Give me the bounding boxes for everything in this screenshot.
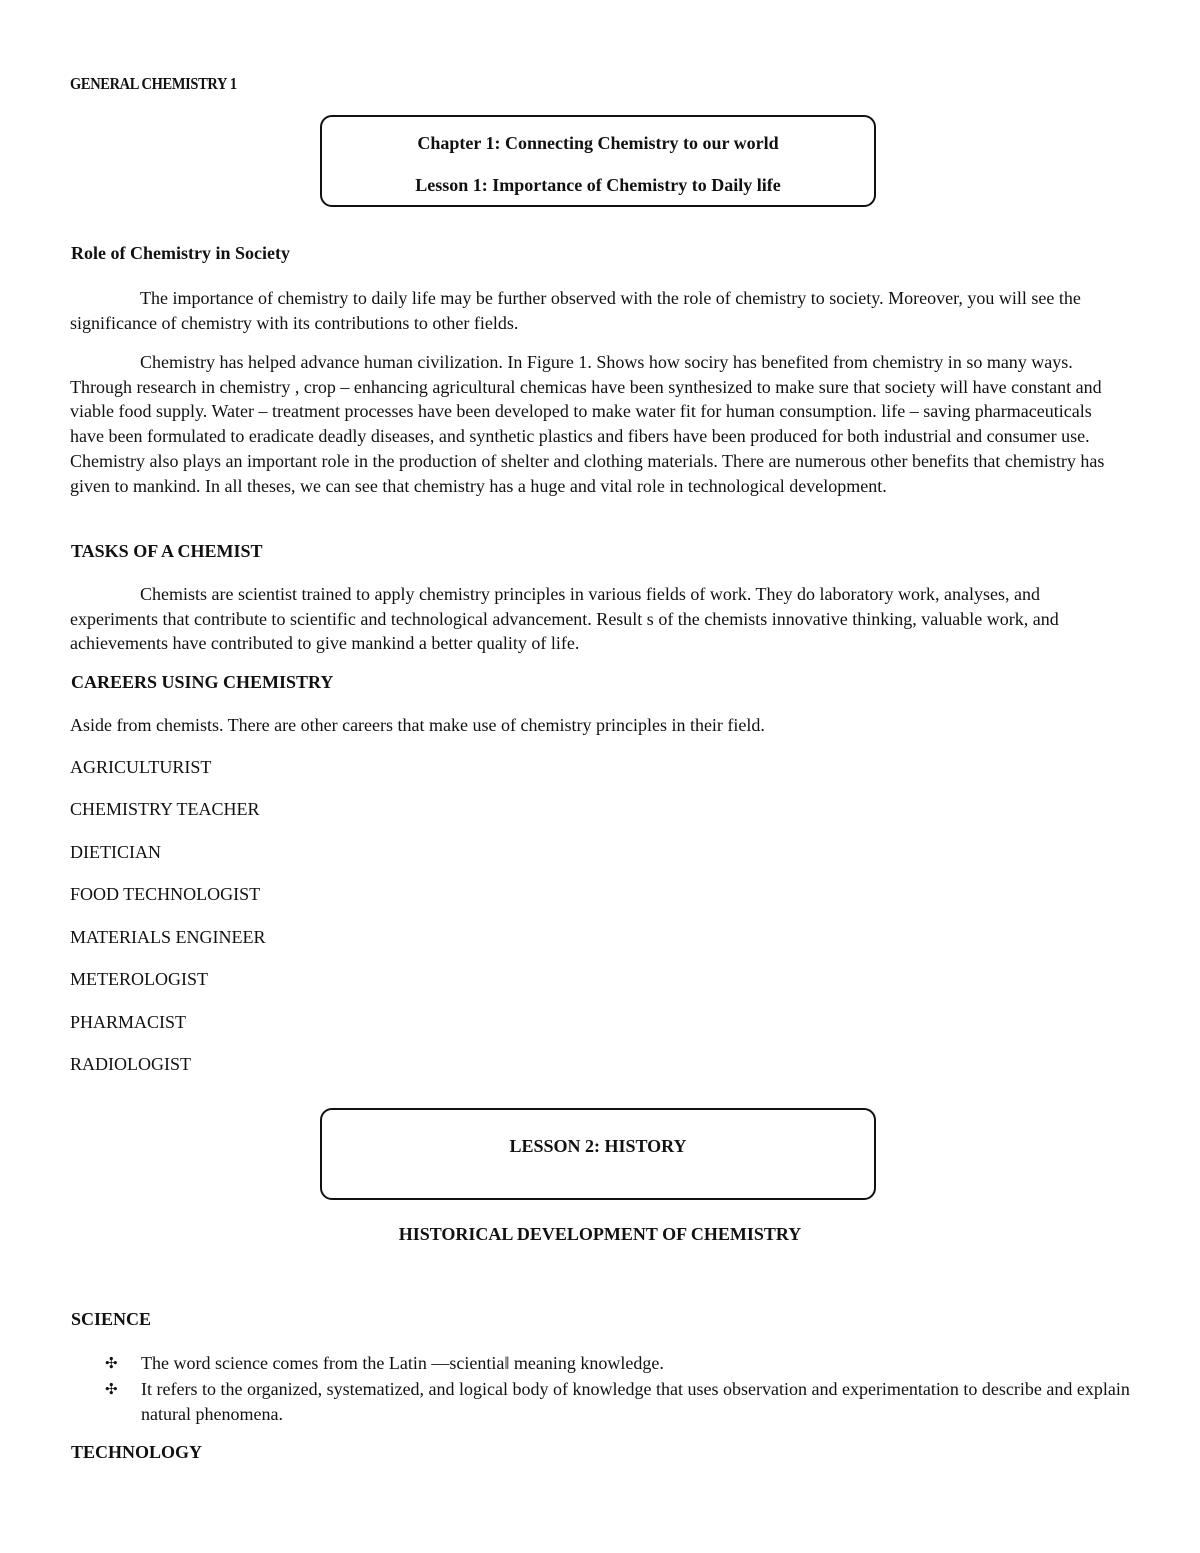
tasks-heading: TASKS OF A CHEMIST (71, 541, 263, 561)
career-item: CHEMISTRY TEACHER (70, 799, 260, 819)
diamond-bullet-icon: ✣ (105, 1354, 118, 1372)
diamond-bullet-icon: ✣ (105, 1380, 118, 1398)
career-item: PHARMACIST (70, 1012, 187, 1032)
lesson-2-box (320, 1108, 876, 1200)
role-paragraph-1: The importance of chemistry to daily life may be further observed with the role of chemistry to society. Moreover, you will see the significance of chemistry with its contributions to other fields. (70, 288, 1081, 333)
chapter-lesson-box (320, 115, 876, 207)
career-item: DIETICIAN (70, 842, 161, 862)
course-header: GENERAL CHEMISTRY 1 (70, 74, 237, 93)
chapter-title: Chapter 1: Connecting Chemistry to our world (417, 133, 779, 153)
role-of-chemistry-heading: Role of Chemistry in Society (71, 243, 290, 263)
career-item: MATERIALS ENGINEER (70, 927, 266, 947)
technology-heading: TECHNOLOGY (71, 1442, 203, 1462)
careers-intro: Aside from chemists. There are other careers that make use of chemistry principles in their field. (70, 715, 765, 735)
career-item: FOOD TECHNOLOGIST (70, 884, 261, 904)
bullet-text: The word science comes from the Latin ―scientiaǁ meaning knowledge. (141, 1353, 664, 1373)
careers-heading: CAREERS USING CHEMISTRY (71, 672, 334, 692)
tasks-paragraph: Chemists are scientist trained to apply chemistry principles in various fields of work. They do laboratory work, analyses, and experiments that contribute to scientific and technological advancement. Result s of the chemists innovative thinking, valuable work, and achievements have contributed to give mankind a better quality of life. (70, 584, 1059, 654)
role-paragraph-2: Chemistry has helped advance human civilization. In Figure 1. Shows how sociry has benefited from chemistry in so many ways. Through research in chemistry , crop – enhancing agricultural chemicas have been synthesized to make sure that society will have constant and viable food supply. Water – treatment processes have been developed to make water fit for human consumption. life – saving pharmaceuticals have been formulated to eradicate deadly diseases, and synthetic plastics and fibers have been produced for both industrial and consumer use. Chemistry also plays an important role in the production of shelter and clothing materials. There are numerous other benefits that chemistry has given to mankind. In all theses, we can see that chemistry has a huge and vital role in technological development. (70, 352, 1105, 496)
career-item: AGRICULTURIST (70, 757, 212, 777)
historical-development-title (0, 1224, 1200, 1245)
bullet-text: It refers to the organized, systematized, and logical body of knowledge that uses observation and experimentation to describe and explain natural phenomena. (141, 1379, 1130, 1424)
career-item: METEROLOGIST (70, 969, 208, 989)
career-item: RADIOLOGIST (70, 1054, 191, 1074)
science-heading: SCIENCE (71, 1309, 152, 1329)
lesson-title: Lesson 1: Importance of Chemistry to Daily life (415, 175, 781, 195)
historical-development-text: HISTORICAL DEVELOPMENT OF CHEMISTRY (398, 1224, 802, 1244)
lesson-2-title: LESSON 2: HISTORY (509, 1136, 687, 1156)
